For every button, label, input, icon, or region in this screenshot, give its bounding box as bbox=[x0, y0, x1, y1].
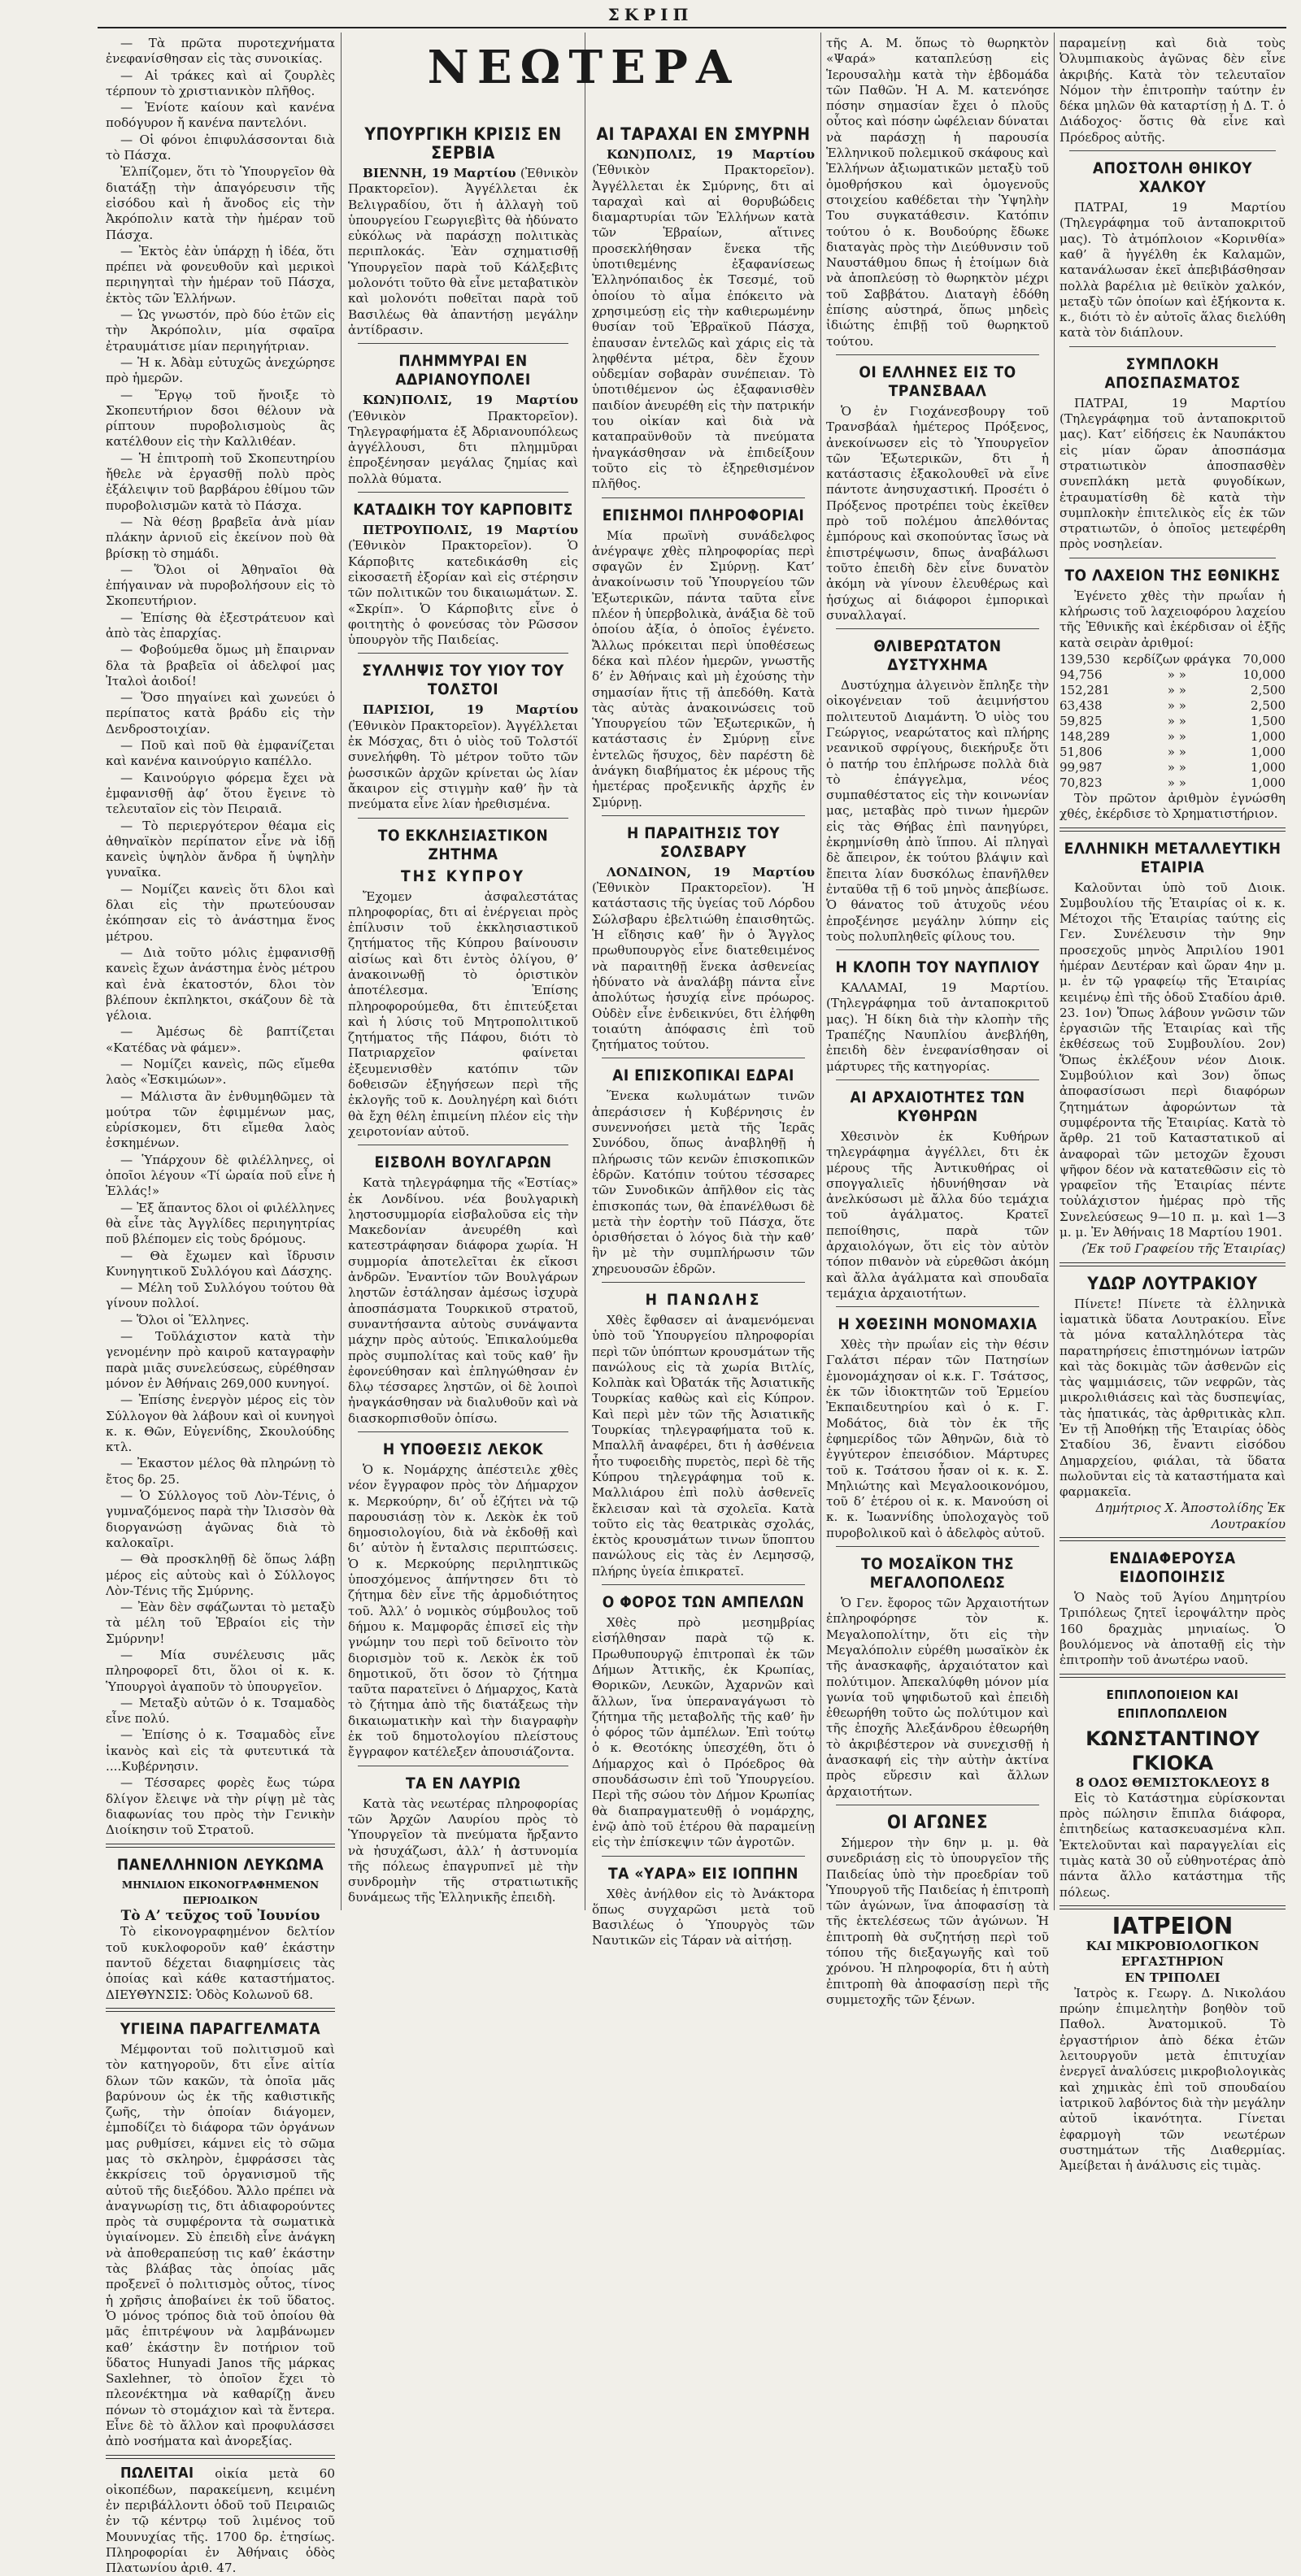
article-text: παραμείνῃ καὶ διὰ τοὺς Ὀλυμπιακοὺς ἀγῶνας δὲν εἶνε ἀκριβής. Κατὰ τὸν τελευταῖον Νόμον τὴν ἐπιτροπὴν ταύτην ἐν δέκα μηλῶν θὰ καταρτίσῃ ἡ Δ. Τ. ὁ Διάδοχος· ὅστις θὰ εἶνε καὶ Πρόεδρος αὐτῆς. bbox=[1060, 36, 1286, 145]
lottery-prize: 1,000 bbox=[1251, 759, 1286, 775]
article-text: (Ἐθνικὸν Πρακτορεῖον). Ἀγγέλλεται ἐκ Μόσχας, δτι ὁ υἱὸς τοῦ Τολστόϊ συνελήφθη. Τὸ μέτρον τοῦτο τῶν ῥωσσικῶν ἀρχῶν κρίνεται ὡς λίαν ἄκαιρον εἰς στιγμὴν καθ’ ἣν τὰ πνεύματα εἶνε λίαν ἠρεθισμένα. bbox=[348, 718, 578, 812]
lottery-label: » » bbox=[1167, 713, 1186, 728]
masthead-rule bbox=[98, 27, 1286, 28]
article-text: τῆς Α. Μ. ὅπως τὸ θωρηκτὸν «Ψαρά» καταπλεύσῃ εἰς Ἱερουσαλὴμ κατὰ τὴν ἑβδομάδα τῶν Παθῶν. Ἡ Α. Μ. κατενόησε πόσην σημασίαν ἔχει ὁ πλοῦς οὗτος καὶ πόσην ὠφέλειαν δύναται νὰ παράσχῃ ἡ παρουσία Ἑλληνικοῦ πολεμικοῦ σκάφους καὶ Ἑλλήνων ἀξιωματικῶν μεταξὺ τοῦ ὁμοθρήσκου καὶ ὁμογενοῦς στοιχείου καθέδεται τὴν Ὑψηλὴν Του συγκατάθεσιν. Κατόπιν τούτου ὁ κ. Βουδούρης ἔδωκε διαταγὰς πρὸς τὴν Διεύθυνσιν τοῦ Ναυστάθμου δπως ἡ ἑτοίμων διὰ νὰ ἀποπλεύσῃ τὸ θωρηκτὸν μέχρι τοῦ Σαββάτου. Διαταγὴ ἐδόθη ἐπίσης αὐστηρά, ὅπως μηδεὶς ἰδιώτης ἐπιβῇ τοῦ θωρηκτοῦ τούτου. bbox=[826, 36, 1049, 349]
lottery-prize: 1,000 bbox=[1251, 775, 1286, 790]
news-brief: — Ἐπίσης ἐνεργὸν μέρος εἰς τὸν Σύλλογον θὰ λάβουν καὶ οἱ κυνηγοὶ κ. κ. Θῶν, Εὐγενίδης, Σκουλούδης κτλ. bbox=[106, 1392, 335, 1455]
table-row bbox=[1060, 652, 1286, 667]
article-text: ΚΑΛΑΜΑΙ, 19 Μαρτίου. (Τηλεγράφημα τοῦ ἀνταποκριτοῦ μας). Ἡ δίκη διὰ τὴν κλοπὴν τῆς Τραπέζης Ναυπλίου ἀνεβλήθη, ἐπειδὴ δὲν ἐνεφανίσθησαν οἱ μάρτυρες τῆς κατηγορίας. bbox=[826, 980, 1049, 1074]
article-text: Χθὲς πρὸ μεσημβρίας εἰσήλθησαν παρὰ τῷ κ. Πρωθυπουργῷ ἐπιτροπαὶ ἐκ τῶν Δήμων Ἀττικῆς, ἐκ Κρωπίας, Θορικῶν, Λευκῶν, Ἀχαρνῶν καὶ ἄλλων, ἵνα ὑπεραναγάγωσι τὸ ζήτημα τῆς μεταβολῆς τῆς καθ’ ἣν ὁ φόρος τῶν ἀμπέλων. Ἐπὶ τούτῳ ὁ κ. Θεοτόκης ὑπεσχέθη, ὅτι ὁ Δήμαρχος καὶ ὁ Πρόεδρος θὰ σπουδάσωσιν ἐπὶ τοῦ Ὑπουργείου. Περὶ τῆς σώου τὸν Δήμον Κρωπίας θὰ διαπραγματευθῇ ὁ νομάρχης, ἐνῷ ἀπὸ τοῦ ἑτέρου θὰ παραμείνῃ εἰς τὴν ἐπίσκεψιν τῶν ἀγροτῶν. bbox=[592, 1615, 815, 1850]
article-text: Χθὲς ἀνήλθον εἰς τὸ Ἀνάκτορα ὅπως συγχαρῶσι μετὰ τοῦ Βασιλέως ὁ Ὑπουργὸς τῶν Ναυτικῶν εἰς Τάραν νὰ αἰτήσῃ. bbox=[592, 1886, 815, 1948]
article-text: Μία πρωϊνὴ συνάδελφος ἀνέγραψε χθὲς πληροφορίας περὶ σφαγῶν ἐν Σμύρνῃ. Κατ’ ἀνακοίνωσιν τοῦ Ὑπουργείου τῶν Ἐξωτερικῶν, πάντα ταῦτα εἶνε πλέον ἡ ὑπερβολικὰ, ἀνάξια δὲ τοῦ ὁποίου ἀξία, ὁ ὁποῖος ἐγένετο. Ἄλλως πρόκειται περὶ ὑποθέσεως δέκα καὶ πλέον ἡμερῶν, γνωστῆς δ’ ἐν Ἀθήναις καὶ μὴ ἐχούσης τὴν σημασίαν ἥτις τῇ ἀπεδόθη. Κατὰ τὰς αὐτὰς ἀνακοινώσεις τοῦ Ὑπουργείου τῶν Ἐξωτερικῶν, ἡ κατάστασις ἐν Σμύρνῃ εἶνε ἐντελῶς ἥσυχος, δὲν παρέστη δὲ ἀνάγκη διαβήματος ἐκ μέρους τῆς ἡμετέρας προξενικῆς ἀρχῆς ἐν Σμύρνῃ. bbox=[592, 528, 815, 810]
news-brief: — Ὅσο πηγαίνει καὶ χωνεύει ὁ περίπατος κατὰ βράδυ εἰς τὴν Δενδροστοιχίαν. bbox=[106, 690, 335, 736]
lottery-label: » » bbox=[1167, 728, 1186, 744]
lottery-prize: 70,000 bbox=[1242, 651, 1286, 667]
lottery-label: » » bbox=[1167, 697, 1186, 713]
divider bbox=[1060, 828, 1286, 832]
ad-text: Πίνετε! Πίνετε τὰ ἐλληνικὰ ἰαματικὰ ὕδατα Λουτρακίου. Εἶνε τὰ μόνα καταλληλότερα τὰς παρατηρήσεις ἐπιστημόνων ἰατρῶν καὶ τὰς δοκιμὰς τῶν ἀσθενῶν εἰς τὰς ψαμμιάσεις, τῶν νεφρῶν, τὰς μικρολιθιάσεις καὶ τὰς δυσπεψίας, τὰς ἡπατικάς, τὰς ἀρθριτικὰς κλπ. Ἐν τῇ Ἀποθήκῃ τῆς Ἑταιρίας ὁδὸς Σταδίου 36, ἔναντι εἰσόδου Δημαρχείου, φιάλαι, τὰ ὕδατα πωλοῦνται εἰς τὰ καταστήματα καὶ φαρμακεῖα. bbox=[1060, 1296, 1286, 1500]
table-row bbox=[1060, 698, 1286, 714]
news-brief: — Ἡ κ. Ἀδὰμ εὐτυχῶς ἀνεχώρησε πρὸ ἡμερῶν. bbox=[106, 354, 335, 386]
news-brief: — Διὰ τοῦτο μόλις ἐμφανισθῇ κανεὶς ἔχων ἀνάστημα ἑνὸς μέτρου καὶ ἑνὰ ἑκατοστόν, δλοι τὸν βλέπουν ἐκπληκτοι, σκάζουν δὲ τὰ γέλοια. bbox=[106, 945, 335, 1023]
lottery-prize: 1,500 bbox=[1251, 713, 1286, 728]
news-brief: — Τὰ πρῶτα πυροτεχνήματα ἐνεφανίσθησαν εἰς τὰς συνοικίας. bbox=[106, 36, 335, 67]
lottery-number: 70,823 bbox=[1060, 775, 1103, 790]
article-text: Ἕνεκα κωλυμάτων τινῶν ἀπεράσισεν ἡ Κυβέρνησις ἐν συνεννοήσει μετὰ τῆς Ἱερᾶς Συνόδου, ὅπως ἀναβληθῇ ἡ πλήρωσις τῶν κενῶν ἐπισκοπικῶν ἐδρῶν. Κατόπιν τούτου τέσσαρες τῶν Συνοδικῶν ἀπῆλθον εἰς τὰς ἐπισκοπάς των, θὰ ἐπανέλθωσι δὲ μετὰ τὴν ἑορτὴν τοῦ Πάσχα, ὅτε ὁρισθήσεται ὁ λόγος διὰ τὴν καθ’ ἣν μὲ τὴν συμπλήρωσιν τῶν χηρευουσῶν ἐδρῶν. bbox=[592, 1088, 815, 1276]
article-heading: Ο ΦΟΡΟΣ ΤΩΝ ΑΜΠΕΛΩΝ bbox=[602, 1593, 805, 1612]
divider bbox=[836, 628, 1039, 629]
divider bbox=[358, 653, 568, 654]
ad-signature: Δημήτριος Χ. Ἀποστολίδης Ἐκ Λουτρακίου bbox=[1095, 1501, 1286, 1531]
article-heading: Η ΠΑΡΑΙΤΗΣΙΣ ΤΟΥ ΣΟΛΣΒΑΡΥ bbox=[626, 823, 781, 861]
article-subheading: ΤΗΣ ΚΥΠΡΟΥ bbox=[401, 867, 525, 885]
news-brief: — Αἱ τράκες καὶ αἱ ζουρλὲς τέρπουν τὸ χριστιανικὸν πλῆθος. bbox=[106, 67, 335, 98]
news-brief: — Ἐξ ἅπαντος δλοι οἱ φιλέλληνες θὰ εἶνε τὰς Ἀγγλίδες περιηγητρίας ποῦ βλέπομεν εἰς τοὺς δρόμους. bbox=[106, 1200, 335, 1247]
masthead: ΣΚΡΙΠ bbox=[607, 5, 694, 24]
article-text: (Ἐθνικὸν Πρακτορεῖον). Ἡ κατάστασις τῆς ὑγείας τοῦ Λόρδου Σώλσβαρυ ἐβελτιώθη ἐπαισθητῶς. Ἡ εἴδησις καθ’ ἣν ὁ Ἄγγλος πρωθυπουργὸς εἶνε διατεθειμένος νὰ παραιτηθῇ ἕνεκα ἀσθενείας ἠδύνατο νὰ ἀναλάβῃ πάντα εἶνε ἀπολύτως ἡσυχίᾳ εἶνε πρόωρος. Οὐδὲν εἶνε ἐνδεικνύει, δτι ἐλήφθη τοιαύτη ἀπόφασις ἐπὶ τοῦ ζητήματος τούτου. bbox=[592, 880, 815, 1053]
divider bbox=[358, 1431, 568, 1432]
article-text: Χθὲς ἔφθασεν αἱ ἀναμενόμεναι ὑπὸ τοῦ Ὑπουργείου πληροφορίαι περὶ τῶν ὑπόπτων κρουσμάτων τῆς πανώλους εἰς τὰ χωρία Βιτλίς, Κολπὰκ καὶ Ὀβατάκ τῆς Ἀσιατικῆς Τουρκίας καθὼς καὶ εἰς Κύπρον. Καὶ περὶ μὲν τῶν τῆς Ἀσιατικῆς Τουρκίας τηλεγραφήματα τοῦ κ. Μπαλλῆ ἀναφέρει, δτι ἡ ἀσθένεια ἦτο τυφοειδὴς πυρετὸς, περὶ δὲ τῆς Κύπρου τηλεγράφημα τοῦ κ. Μαλλιάρου ἐπὶ πολὺ ἀσθενεῖς ἔκλεισαν καὶ τὰ σχολεῖα. Κατὰ τοῦτο εἰς τὰς θεατρικὰς σχολάς, ἐκτὸς κρουσμάτων τινων ὕποπτου πανώλους εἰς τὰς ἐν Λεμησσῷ, πλήρης ὑγεία ἐπικρατεῖ. bbox=[592, 1313, 815, 1579]
dateline: ΠΑΡΙΣΙΟΙ, 19 Μαρτίου bbox=[363, 702, 578, 718]
news-brief: — Ἀμέσως δὲ βαπτίζεται «Κατέδας νὰ φάμεν». bbox=[106, 1024, 335, 1055]
lottery-prize: 2,500 bbox=[1251, 697, 1286, 713]
news-brief: — Νομίζει κανεὶς ὅτι δλοι καὶ δλαι εἰς τὴν πρωτεύουσαν ἐκόπησαν εἰς τὸ ἀνάστημα ἕνος μέτρου. bbox=[106, 881, 335, 944]
news-brief: — Θὰ προσκληθῇ δὲ ὅπως λάβῃ μέρος εἰς αὐτοὺς καὶ ὁ Σύλλογος Λὸν-Τένις τῆς Σμύρνης. bbox=[106, 1552, 335, 1598]
ad-text: οἰκία μετὰ 60 οἰκοπέδων, παρακείμενη, κειμένη ἐν περιβάλλοντι ὁδοῦ τοῦ Πειραιῶς ἐν τῷ κέντρῳ τοῦ λιμένος τοῦ Μουνυχίας τῆς. 1700 δρ. ἐτησίως. Πληροφορίαι ἐν Ἀθήναις ὁδὸς Πλατωνίου ἀριθ. 47. bbox=[106, 2465, 335, 2576]
divider bbox=[106, 1844, 335, 1848]
news-brief: — Ὡς γνωστόν, πρὸ δύο ἐτῶν εἰς τὴν Ἀκρόπολιν, μία σφαῖρα ἐτραυμάτισε μίαν περιηγήτριαν. bbox=[106, 307, 335, 354]
news-brief: — Νὰ θέσῃ βραβεῖα ἀνὰ μίαν πλάκην ἀρνιοῦ εἰς ἐκείνον ποὺ θὰ βρίσκῃ τὸ σημάδι. bbox=[106, 514, 335, 561]
lottery-number: 139,530 bbox=[1060, 651, 1111, 667]
article-heading: ΕΙΣΒΟΛΗ ΒΟΥΛΓΑΡΩΝ bbox=[374, 1153, 552, 1172]
article-heading: Η ΠΑΝΩΛΗΣ bbox=[645, 1291, 762, 1309]
lottery-label: » » bbox=[1167, 759, 1186, 775]
table-row bbox=[1060, 667, 1286, 683]
news-brief: — Θὰ ἔχωμεν καὶ ἴδρυσιν Κυνηγητικοῦ Συλλόγου καὶ Δάσχης. bbox=[106, 1248, 335, 1279]
column-3 bbox=[592, 117, 815, 1948]
divider bbox=[106, 2008, 335, 2012]
column-divider bbox=[1054, 33, 1055, 1910]
news-brief: — Ἐπίσης ὁ κ. Τσαμαδὸς εἶνε ἱκανὸς καὶ εἰς τὰ φυτευτικά τὰ ....Κυβέρνησιν. bbox=[106, 1727, 335, 1775]
lottery-number: 152,281 bbox=[1060, 682, 1111, 697]
lottery-prize: 2,500 bbox=[1251, 682, 1286, 697]
news-brief: — Μέλη τοῦ Συλλόγου τούτου θὰ γίνουν πολλοί. bbox=[106, 1280, 335, 1311]
article-text: Ὁ Γεν. ἔφορος τῶν Ἀρχαιοτήτων ἐπληροφόρησε τὸν κ. Μεγαλοπολίτην, ὅτι εἰς τὴν Μεγαλόπολιν εὑρέθη μωσαϊκὸν ἐκ τῆς ἀνασκαφῆς, ἀρχαιότατον καὶ πολύτιμον. Ἀπεκαλύφθη μόνον μία γωνία τοῦ ψηφιδωτοῦ καὶ ἐπειδὴ ἐθεωρήθη τοῦτο ὡς πολύτιμον καὶ τῆς ἐποχῆς Ἀλεξάνδρου ἐθεωρήθη τὸ ἀκριβέστερον νὰ συνεχισθῇ ἡ ἀνασκαφή εἰς τὴν αὐτὴν ἀκτίνα πρὸς εὕρεσιν καὶ ἄλλων ἀρχαιοτήτων. bbox=[826, 1596, 1049, 1799]
news-brief: Ἐλπίζομεν, ὅτι τὸ Ὑπουργεῖον θὰ διατάξῃ τὴν ἀπαγόρευσιν τῆς εἰσόδου καὶ ἡ ἄνοδος εἰς τὴν Ἀκρόπολιν κατὰ τὴν ἡμέραν τοῦ Πάσχα. bbox=[106, 164, 335, 242]
article-text: Χθὲς τὴν πρωΐαν εἰς τὴν θέσιν Γαλάτσι πέραν τῶν Πατησίων ἐμονομάχησαν οἱ κ.κ. Γ. Τσάτσος, ἐκ τῶν ἰδιοκτητῶν τοῦ Ἐρμείου Ἐκπαιδευτηρίου καὶ ὁ κ. Γ. Μοδάτος, διὰ τὸν ἐκ τῆς ἐφημερίδος τῶν Ἀθηνῶν, διὰ τὸ ἐγγύτερον ἐπεισόδιον. Μάρτυρες τοῦ κ. Τσάτσου ἦσαν οἱ κ. κ. Σ. Μηλιώτης καὶ Μεγαλοοικονόμου, τοῦ δ’ ἑτέρου οἱ κ. κ. Μανούση οἱ κ. κ. Ἰωαννίδης ὑπολοχαγὸς τοῦ πυροβολικοῦ καὶ ὁ ἀδελφὸς αὐτοῦ. bbox=[826, 1337, 1049, 1540]
news-brief: — Τοῦλάχιστον κατὰ τὴν γενομένην πρὸ καιροῦ καταγραφὴν παρὰ μιᾶς συνελεύσεως, εὑρέθησαν μόνον ἐν Ἀθήναις 269,000 κυνηγοί. bbox=[106, 1329, 335, 1391]
divider bbox=[1060, 1674, 1286, 1678]
lottery-prize: 10,000 bbox=[1242, 667, 1286, 682]
table-row bbox=[1060, 760, 1286, 775]
news-brief: — Οἱ φόνοι ἐπιφυλάσσονται διὰ τὸ Πάσχα. bbox=[106, 132, 335, 163]
news-brief: — Μάλιστα ἂν ἐνθυμηθῶμεν τὰ μούτρα τῶν ἐφιμμένων μας, εὑρίσκομεν, δτι εἴμεθα λαὸς ἐσκημένων. bbox=[106, 1088, 335, 1151]
ad-text: Ἰατρὸς κ. Γεωργ. Δ. Νικολάου πρώην ἐπιμελητὴν βοηθὸν τοῦ Παθολ. Ἀνατομικοῦ. Τὸ ἐργαστήριον ἀπὸ δέκα ἐτῶν λειτουργοῦν μετὰ ἐπιτυχίαν ἐνεργεῖ ἀναλύσεις μικροβιολογικὰς καὶ χημικὰς ἐπὶ τοῦ σπουδαίου ἰατρικοῦ λαβόντος διὰ τὴν μεγάλην αὐτοῦ ἰκανότητα. Γίνεται ἐφαρμογὴ τῶν νεωτέρων συστημάτων τῆς Διαθερμίας. Ἀμείβεται ἡ ἀνάλυσις εἰς τιμὰς. bbox=[1060, 1985, 1286, 2174]
divider bbox=[836, 949, 1039, 950]
article-text: Κατὰ τηλεγράφημα τῆς «Ἑστίας» ἐκ Λονδίνου. νέα βουλγαρικὴ ληστοσυμμορία εἰσβαλοῦσα εἰς τὴν Μακεδονίαν ἀνευρέθη καὶ κατεστράφησαν διάφορα χωρία. Ἡ συμμορία ἀποτελεῖται ἐκ εἴκοσι ἀνδρῶν. Ἐναντίον τῶν Βουλγάρων ληστῶν ἐστάλησαν ἀμέσως ἰσχυρὰ ἀποσπάσματα Τουρκικοῦ στρατοῦ, συναντήσαντα αὐτοὺς συνάψαντα μάχην πρὸς αὐτούς. Ἐπικαλούμεθα πρὸς συμπολίτας καὶ τοῦς καθ’ ἣν ἐφονεύθησαν καὶ ἐπληγώθησαν ἐν δλῳ τέσσαρες ληστῶν, οἱ δὲ λοιποὶ ἠναγκάσθησαν νὰ διαλυθοῦν καὶ νὰ διασκορπισθοῦν ὀπίσω. bbox=[348, 1175, 578, 1426]
column-divider bbox=[820, 33, 821, 1910]
ad-heading: ΕΠΙΠΛΟΠΟΙΕΙΟΝ ΚΑΙ ΕΠΙΠΛΟΠΩΛΕΙΟΝ bbox=[1106, 1687, 1239, 1721]
news-brief: — Καινούργιο φόρεμα ἔχει νὰ ἐμφανισθῇ ἀφ’ ὅτου ἔγεινε τὸ τελευταῖον εἰς τὸν Πειραιᾶ. bbox=[106, 770, 335, 817]
lottery-number: 99,987 bbox=[1060, 759, 1103, 775]
article-heading: ΥΠΟΥΡΓΙΚΗ ΚΡΙΣΙΣ ΕΝ ΣΕΡΒΙΑ bbox=[364, 124, 562, 163]
ad-address: 8 ΟΔΟΣ ΘΕΜΙΣΤΟΚΛΕΟΥΣ 8 bbox=[1075, 1775, 1270, 1790]
divider bbox=[602, 1856, 805, 1857]
divider bbox=[1060, 1905, 1286, 1909]
lottery-prize: 1,000 bbox=[1251, 728, 1286, 744]
lottery-number: 63,438 bbox=[1060, 697, 1103, 713]
divider bbox=[1060, 1262, 1286, 1266]
table-row bbox=[1060, 775, 1286, 791]
ad-heading: ΥΔΩΡ ΛΟΥΤΡΑΚΙΟΥ bbox=[1087, 1273, 1258, 1293]
divider bbox=[602, 1282, 805, 1283]
ad-heading-for-sale: ΠΩΛΕΙΤΑΙ bbox=[120, 2464, 194, 2482]
dateline: ΛΟΝΔΙΝΟΝ, 19 Μαρτίου bbox=[607, 864, 815, 880]
dateline: ΚΩΝ)ΠΟΛΙΣ, 19 Μαρτίου bbox=[607, 147, 815, 162]
ad-text: Εἰς τὸ Κατάστημα εὑρίσκονται πρὸς πώλησιν ἔπιπλα διάφορα, ἐπιτηδείως κατασκευασμένα κλπ. Ἐκτελοῦνται καὶ παραγγελίαι εἰς τιμὰς κατὰ 30 οὖ εὐθηνοτέρας ἀπὸ πάντα ἄλλο κατάστημα τῆς πόλεως. bbox=[1060, 1790, 1286, 1900]
ad-heading-hygiene: ΥΓΙΕΙΝΑ ΠΑΡΑΓΓΕΛΜΑΤΑ bbox=[120, 2019, 321, 2038]
ad-issue-line: Τὸ Α’ τεῦχος τοῦ Ἰουνίου bbox=[120, 1908, 320, 1925]
news-briefs bbox=[106, 36, 335, 1839]
ad-heading: ΕΝΔΙΑΦΕΡΟΥΣΑ ΕΙΔΟΠΟΙΗΣΙΣ bbox=[1109, 1549, 1236, 1587]
article-heading: ΤΟ ΕΚΚΛΗΣΙΑΣΤΙΚΟΝ ΖΗΤΗΜΑ bbox=[377, 826, 549, 863]
dateline: ΒΙΕΝΝΗ, 19 Μαρτίου bbox=[363, 166, 516, 180]
lottery-number: 51,806 bbox=[1060, 744, 1103, 759]
article-heading: ΣΥΜΠΛΟΚΗ ΑΠΟΣΠΑΣΜΑΤΟΣ bbox=[1104, 354, 1241, 392]
table-row bbox=[1060, 714, 1286, 729]
article-text: Ἔχομεν ἀσφαλεστάτας πληροφορίας, δτι αἱ ἐνέργειαι πρὸς ἐπίλυσιν τοῦ ἐκκλησιαστικοῦ ζητήματος τῆς Κύπρου βαίνουσιν αἰσίως καὶ δτι ἐντὸς ὀλίγου, θ’ ἀνακοινωθῇ τὸ ὁριστικὸν ἀποτέλεσμα. Ἐπίσης πληροφορούμεθα, δτι ἐπιτεύξεται καὶ ἡ λύσις τοῦ Μητροπολιτικοῦ ζητήματος τῆς Πάφου, διότι τὸ Πατριαρχεῖον φαίνεται ἐξευμενισθὲν κατόπιν τῶν δοθεισῶν ἐξηγήσεων περὶ τῆς ἐκλογῆς τοῦ κ. Δουληγέρη καὶ διότι θὰ ἔχη θέλη ἐπιμείνη πλέον εἰς τὴν χειροτονίαν αὐτοῦ. bbox=[348, 888, 578, 1139]
lottery-label: κερδίζων φράγκα bbox=[1122, 651, 1231, 667]
article-text: (Ἐθνικὸν Πρακτορεῖον). Ἀγγέλλεται ἐκ Σμύρνης, δτι αἱ ταραχαὶ καὶ αἱ θορυβώδεις διαμαρτυρίαι τῶν Ἑλλήνων κατὰ τῶν Ἑβραίων, αἵτινες προσεκλήθησαν ἕνεκα τῆς ὑποτιθεμένης ἐξαφανίσεως Ἑλληνόπαιδος ἐκ Τσεσμέ, τοῦ ὁποίου τὸ αἷμα ἐπόκειτο νὰ χρησιμεύσῃ εἰς τὴν καθιερωμένην θυσίαν τοῦ Ἑβραϊκοῦ Πάσχα, ἐπαυσαν ἐντελῶς καὶ χάρις εἰς τὰ ληφθέντα μέτρα, δὲν ἔχουν οὐδεμίαν σοβαρὰν συνέπειαν. Τὸ ὑποτιθέμενον ὡς ἐξαφανισθὲν παιδίον ἀνευρέθη εἰς τὴν πατρικήν του οἰκίαν καὶ διὰ νὰ καταπραϋνθοῦν τὰ πνεύματα ἠναγκάσθησαν νὰ ἐπιδείξουν τοῦτο εἰς τὸ ἐξηρεθισμένον πλῆθος. bbox=[592, 163, 815, 492]
table-row bbox=[1060, 729, 1286, 745]
news-brief: — Ἡ ἐπιτροπὴ τοῦ Σκοπευτηρίου ἤθελε νὰ ἐργασθῇ πολὺ πρὸς ἐξάλειψιν τοῦ βαρβάρου ἐθίμου τῶν πυροβολισμῶν κατὰ τὸ Πάσχα. bbox=[106, 450, 335, 513]
ad-signature: (Ἐκ τοῦ Γραφείου τῆς Ἑταιρίας) bbox=[1081, 1241, 1286, 1257]
article-heading: Η ΚΛΟΠΗ ΤΟΥ ΝΑΥΠΛΙΟΥ bbox=[835, 958, 1040, 977]
ad-text: Καλοῦνται ὑπὸ τοῦ Διοικ. Συμβουλίου τῆς Ἑταιρίας οἱ κ. κ. Μέτοχοι τῆς Ἑταιρίας ταύτης εἰς Γεν. Συνέλευσιν τὴν 9ην προσεχοῦς μηνὸς Ἀπριλίου 1901 ἡμέραν Δευτέραν καὶ ὥραν 4ην μ. μ. ἐν τῷ γραφείῳ τῆς Ἑταιρίας κειμένῳ ἐπὶ τῆς ὁδοῦ Σταδίου ἀριθ. 23. 1ον) Ὅπως λάβουν γνῶσιν τῶν ἐργασιῶν τῆς Ἑταιρίας καὶ τῆς ἐκθέσεως τοῦ Συμβουλίου. 2ον) Ὅπως ἐκλέξουν νέον Διοικ. Συμβούλιον καὶ 3ον) ὅπως ἀποφασίσωσι περὶ διαφόρων ζητημάτων ἀφορώντων τὰ συμφέροντα τῆς Ἑταιρίας. Κατὰ τὸ ἄρθρ. 21 τοῦ Καταστατικοῦ αἱ ἀναφοραὶ τῶν μετοχῶν ἔχουσι ψῆφον δέον νὰ κατατεθῶσιν εἰς τὸ γραφεῖον τῆς Ἑταιρίας πέντε τοὐλάχιστον ἡμέρας πρὸ τῆς Συνελεύσεως 9—10 π. μ. καὶ 1—3 μ. μ. Ἐν Ἀθήναις 18 Μαρτίου 1901. bbox=[1060, 880, 1286, 1240]
news-brief: — Ποῦ καὶ ποῦ θὰ ἐμφανίζεται καὶ κανένα καινούργιο καπέλλο. bbox=[106, 738, 335, 769]
article-heading: ΠΛΗΜΜΥΡΑΙ ΕΝ ΑΔΡΙΑΝΟΥΠΟΛΕΙ bbox=[395, 352, 531, 389]
ad-name: ΚΩΝΣΤΑΝΤΙΝΟΥ ΓΚΙΟΚΑ bbox=[1086, 1727, 1260, 1775]
lottery-prize: 1,000 bbox=[1251, 744, 1286, 759]
lottery-number: 94,756 bbox=[1060, 667, 1103, 682]
news-brief: — Ὁ Σύλλογος τοῦ Λὸν-Τένις, ὁ γυμναζόμενος παρὰ τὴν Ἰλισσὸν θὰ διοργανώσῃ ἀγῶνας διὰ τὸ καλοκαῖρι. bbox=[106, 1488, 335, 1550]
article-heading: ΑΙ ΕΠΙΣΚΟΠΙΚΑΙ ΕΔΡΑΙ bbox=[612, 1066, 794, 1085]
divider bbox=[602, 815, 805, 816]
news-brief: — Ὅλοι οἱ Ἕλληνες. bbox=[120, 1312, 250, 1327]
divider bbox=[836, 354, 1039, 355]
lottery-label: » » bbox=[1167, 667, 1186, 682]
lottery-table bbox=[1060, 652, 1286, 791]
column-2 bbox=[348, 117, 578, 1909]
news-brief: — Ἔργῳ τοῦ ἤνοιξε τὸ Σκοπευτήριον δσοι θέλουν νὰ ρίπτουν πυροβολισμοὺς ἂς κατέλθουν εἰς τὴν Καλλιθέαν. bbox=[106, 387, 335, 450]
column-4 bbox=[826, 36, 1049, 2007]
article-text: Ὁ ἐν Γιοχάνεσβουργ τοῦ Τρανσβάαλ ἡμέτερος Πρόξενος, ἀνεκοίνωσεν εἰς τὸ Ὑπουργεῖον τῶν Ἐξωτερικῶν, δτι ἡ κατάστασις ἐξακολουθεῖ νὰ εἶνε πάντοτε ἀνησυχαστική. Προσέτι ὁ Πρόξενος προτρέπει τοὺς ἐκεῖθεν πρὸ τοῦ πολέμου ἀπελθόντας ἐμπόρους καὶ σκοπούντας ἴσως νὰ ἐπιστρέψωσιν, δπως ἀναβάλωσι τοῦτο ἐπειδὴ δὲν εἶνε δυνατὸν ἀκόμη νὰ γίνουν ἐλευθέρως καὶ ἡσύχως αἱ διάφοροι ἐμπορικαὶ συναλλαγαί. bbox=[826, 403, 1049, 623]
divider bbox=[1060, 1537, 1286, 1541]
news-brief: — Ἐπίσης θὰ ἐξεστράτευον καὶ ἀπὸ τὰς ἐπαρχίας. bbox=[106, 610, 335, 641]
article-heading: ΑΙ ΑΡΧΑΙΟΤΗΤΕΣ ΤΩΝ ΚΥΘΗΡΩΝ bbox=[850, 1088, 1025, 1125]
article-text: Χθεσινὸν ἐκ Κυθήρων τηλεγράφημα ἀγγέλλει, δτι ἐκ μέρους τῆς Ἀντικυθήρας οἱ σπογγαλιεῖς ἠδυνήθησαν νὰ ἀνελκύσωσι μὲ ἄλλα δύο τεμάχια τοῦ ἀγάλματος. Κρατεῖ πεποίθησις, παρὰ τῶν ἀρχαιολόγων, ὅτι εἰς τὸν αὐτὸν τόπον πιθανὸν νὰ εὑρεθῶσι ἀκόμη καὶ ἄλλα ἀγάλματα καὶ σπουδαῖα τεμάχια ἀρχαιοτήτων. bbox=[826, 1128, 1049, 1301]
news-brief: — Ἐὰν δὲν σφάζωνται τὸ μεταξὺ τὰ μέλη τοῦ Ἑβραίοι εἰς τὴν Σμύρνην! bbox=[106, 1600, 335, 1646]
article-text: Τὸν πρῶτον ἀριθμὸν ἐγνώσθη χθές, ἐκέρδισε τὸ Χρηματιστήριον. bbox=[1060, 790, 1286, 822]
divider bbox=[106, 2455, 335, 2459]
article-text: Δυστύχημα ἀλγεινὸν ἔπληξε τὴν οἰκογένειαν τοῦ ἀειμνήστου πολιτευτοῦ Διαμάντη. Ὁ υἱὸς του Γεώργιος, νεαρώτατος καὶ πλήρης νεανικοῦ σφρίγους, διεκήρυξε ὅτι ὁ πατήρ του ἐπλήρωσε πολλὰ διὰ τὸ ἐπάγγελμα, νέος συμπαθέστατος εἰς τὴν κοινωνίαν μας, μεταβὰς πρὸ τινων ἡμερῶν εἰς τὰς Θήβας ἐπὶ πανηγύρει, ἐκρημνίσθη ἀπὸ ἵππου. Αἱ πληγαὶ δὲ ἄπειρον, ἐκ τούτου βλάψιν καὶ ἔπειτα λίαν δυσκόλως ἐπανῆλθεν ἐνταῦθα τῇ 6 τοῦ μηνὸς ἀπεβίωσε. Ὁ θάνατος τοῦ ἀτυχοῦς νέου ἐπροξένησε μεγάλην λύπην εἰς τοὺς πολυπληθεῖς φίλους του. bbox=[826, 678, 1049, 944]
table-row bbox=[1060, 683, 1286, 698]
column-1 bbox=[106, 36, 335, 2576]
divider bbox=[358, 818, 568, 819]
article-text: (Ἐθνικὸν Πρακτορεῖον). Ἀγγέλλεται ἐκ Βελιγραδίου, ὅτι ἡ ἀλλαγὴ τοῦ ὑπουργείου Γεωργιεβὶτς θὰ ἠδύνατο εὐκόλως νὰ παράσχῃ πολιτικὰς περιπλοκάς. Ἐὰν σχηματισθῇ Ὑπουργεῖον παρὰ τοῦ Κάλξεβιτς μολονότι τοῦτο θὰ εἶνε μεταβατικὸν καὶ μολονότι ποθεῖται παρὰ τοῦ Βασιλέως θὰ ἀπαντήσῃ μεγάλην ἀντίδρασιν. bbox=[348, 166, 579, 337]
divider bbox=[836, 1546, 1039, 1547]
divider bbox=[836, 1306, 1039, 1307]
logo-block bbox=[354, 36, 813, 99]
news-brief: — Τὸ περιεργότερον θέαμα εἰς ἀθηναϊκὸν περίπατον εἶνε νὰ ἰδῇ κανεὶς ὑψηλὸν ἄνδρα ἤ ὑψηλὴν γυναῖκα. bbox=[106, 818, 335, 880]
news-brief: — Τέσσαρες φορὲς ἔως τώρα δλίγον ἔλειψε νὰ τὴν ρίψῃ μὲ τὰς διαφωνίας του πρὸς τὴν Γενικὴν Διοίκησιν τοῦ Στρατοῦ. bbox=[106, 1775, 335, 1838]
newspaper-section-logo: ΝΕΩΤΕΡΑ bbox=[427, 41, 740, 94]
article-heading: ΑΙ ΤΑΡΑΧΑΙ ΕΝ ΣΜΥΡΝΗ bbox=[596, 124, 811, 144]
column-5 bbox=[1060, 36, 1286, 2174]
news-brief: — Νομίζει κανεὶς, πῶς εἴμεθα λαὸς «Ἐσκιμώων». bbox=[106, 1057, 335, 1088]
column-divider bbox=[341, 33, 342, 1910]
ad-heading: ΕΛΛΗΝΙΚΗ ΜΕΤΑΛΛΕΥΤΙΚΗ ΕΤΑΙΡΙΑ bbox=[1064, 839, 1281, 876]
article-heading: Η ΧΘΕΣΙΝΗ ΜΟΝΟΜΑΧΙΑ bbox=[838, 1315, 1038, 1334]
ad-text: Ὁ Ναὸς τοῦ Ἁγίου Δημητρίου Τριπόλεως ζητεῖ ἱεροψάλτην πρὸς 160 δραχμὰς μηνιαίως. Ὁ βουλόμενος νὰ ἀποταθῇ εἰς τὴν ἐπιτροπὴν τοῦ ἀνωτέρω ναοῦ. bbox=[1060, 1590, 1286, 1668]
article-text: ΠΑΤΡΑΙ, 19 Μαρτίου (Τηλεγράφημα τοῦ ἀνταποκριτοῦ μας). Τὸ ἀτμόπλοιον «Κορινθία» καθ’ ἃ ἠγγέλθη ἐκ Καλαμῶν, κατανάλωσαν ἐκεῖ ἀπεβιβάσθησαν πολλὰ βαρέλια μὲ θειϊκὸν χαλκόν, μεταξὺ τῶν ὁποίων καὶ ἐξήκοντα κ. κ., διότι τὸ ἐν αὐτοῖς ἅλας διελύθη κατὰ τὸν διάπλουν. bbox=[1060, 200, 1286, 341]
divider bbox=[602, 1584, 805, 1585]
divider bbox=[836, 1079, 1039, 1080]
table-row bbox=[1060, 745, 1286, 760]
news-brief: — Ὅλοι οἱ Ἀθηναῖοι θὰ ἐπήγαιναν νὰ πυροβολήσουν εἰς τὸ Σκοπευτήριον. bbox=[106, 562, 335, 609]
dateline: ΚΩΝ)ΠΟΛΙΣ, 19 Μαρτίου bbox=[363, 393, 578, 408]
ad-subheading: ΚΑΙ ΜΙΚΡΟΒΙΟΛΟΓΙΚΟΝ ΕΡΓΑΣΤΗΡΙΟΝ bbox=[1086, 1938, 1260, 1970]
article-text: Κατὰ τὰς νεωτέρας πληροφορίας τῶν Ἀρχῶν Λαυρίου πρὸς τὸ Ὑπουργεῖον τὰ πνεύματα ἤρξαντο νὰ ἡσυχάζωσι, ἀλλ’ ἡ ἀστυνομία τῆς πόλεως ἐπαγρυπνεῖ μὲ τὴν συνδρομὴν τῆς στρατιωτικῆς δυνάμεως τῆς Ἑλληνικῆς ἐπειδὴ. bbox=[348, 1796, 578, 1905]
article-heading: ΘΛΙΒΕΡΩΤΑΤΟΝ ΔΥΣΤΥΧΗΜΑ bbox=[873, 637, 1002, 675]
article-heading: ΤΟ ΜΟΣΑΪΚΟΝ ΤΗΣ ΜΕΓΑΛΟΠΟΛΕΩΣ bbox=[860, 1555, 1015, 1592]
lottery-label: » » bbox=[1167, 775, 1186, 790]
article-heading: ΑΠΟΣΤΟΛΗ ΘΗΙΚΟΥ ΧΑΛΚΟΥ bbox=[1092, 159, 1253, 197]
lottery-label: » » bbox=[1167, 682, 1186, 697]
ad-text: Τὸ εἰκονογραφημένον δελτίον τοῦ κυκλοφοροῦν καθ’ ἑκάστην παντοῦ δέχεται διαφημίσεις τὰς ὁποίας καὶ κάθε καταστήματος. ΔΙΕΥΘΥΝΣΙΣ: Ὁδὸς Κολωνοῦ 68. bbox=[106, 1924, 335, 2002]
article-heading: ΤΟ ΛΑΧΕΙΟΝ ΤΗΣ ΕΘΝΙΚΗΣ bbox=[1064, 566, 1281, 584]
lottery-number: 148,289 bbox=[1060, 728, 1111, 744]
news-brief: — Ἐνίοτε καίουν καὶ κανένα ποδόγυρον ἤ κανένα παντελόνι. bbox=[106, 100, 335, 131]
article-text: Ὁ κ. Νομάρχης ἀπέστειλε χθὲς νέον ἔγγραφον πρὸς τὸν Δήμαρχον κ. Μερκούρην, δι’ οὗ ἐζήτει νὰ τῷ παρουσιάσῃ τὸν κ. Λεκὸκ ἐκ τοῦ δημοσιολογίου, διὰ νὰ ἐκδοθῇ καὶ δι’ αὐτὸν ἡ ἔνταλσις περιπτώσεις. Ὁ κ. Μερκούρης περιληπτικῶς ὑποσχόμενος ἀπήντησεν δτι τὸ ζήτημα δὲν εἶνε τῆς ἀρμοδιότητος τοῦ. Ἀλλ’ ὁ νομικὸς σύμβουλος τοῦ δήμου κ. Μαμφορᾶς ἐπισεῖ εἰς τὴν γνώμην του περὶ τοῦ δεῖνοιτο τὸν διορισμὸν τοῦ κ. Λεκὸκ ἐκ τοῦ δημοτικοῦ, ὅτι ὅσον τὸ ζήτημα ταῦτα παρατεῖνει ὁ Δήμαρχος, Κατὰ τὸ ζήτημα ἀπὸ τῆς διατάξεως τὴν δικαιωματικὴν καὶ τὴν διαγραφὴν ἐκ τοῦ δημοτολογίου πλείστους ἔγγραφον κατέλεξεν ἀπουσιάζοντα. bbox=[348, 1462, 578, 1760]
lottery-label: » » bbox=[1167, 744, 1186, 759]
news-brief: — Ἐκαστον μέλος θὰ πληρώνῃ τὸ ἔτος δρ. 25. bbox=[106, 1456, 335, 1487]
article-heading: ΤΑ ΕΝ ΛΑΥΡΙΩ bbox=[405, 1774, 520, 1792]
news-brief: — Μεταξὺ αὐτῶν ὁ κ. Τσαμαδὸς εἶνε πολύ. bbox=[106, 1695, 335, 1727]
divider bbox=[602, 497, 805, 498]
lottery-number: 59,825 bbox=[1060, 713, 1103, 728]
article-text: Ἐγένετο χθὲς τὴν πρωΐαν ἡ κλήρωσις τοῦ λαχειοφόρου λαχείου τῆς Ἐθνικῆς καὶ ἐκέρδισαν οἱ ἑξῆς κατὰ σειρὰν ἀριθμοί: bbox=[1060, 588, 1286, 650]
article-heading: ΚΑΤΑΔΙΚΗ ΤΟΥ ΚΑΡΠΟΒΙΤΣ bbox=[353, 501, 573, 519]
article-heading: ΟΙ ΑΓΩΝΕΣ bbox=[887, 1812, 988, 1833]
article-text: (Ἐθνικὸν Πρακτορεῖον). Ὁ Κάρποβιτς κατεδικάσθη εἰς εἰκοσαετῆ ἐξορίαν καὶ εἰς στέρησιν τῶν πολιτικῶν του δικαιωμάτων. Σ. «Σκρίπ». Ὁ Κάρποβιτς εἶνε ὁ φοιτητὴς ὁ φονεύσας τὸν Ρῶσσον ὑπουργὸν τῆς Παιδείας. bbox=[348, 538, 578, 648]
divider bbox=[1069, 346, 1276, 347]
article-text: Σήμερον τὴν 6ην μ. μ. θὰ συνεδριάσῃ εἰς τὸ ὑπουργεῖον τῆς Παιδείας ὑπὸ τὴν προεδρίαν τοῦ Ὑπουργοῦ τῆς Παιδείας ἡ ἐπιτροπὴ τῶν ἀγώνων, ἵνα ἀποφασίσῃ τὰ τῆς ἐκτελέσεως τῶν ἀγώνων. Ἡ ἐπιτροπὴ θὰ συζητήσῃ περὶ τοῦ τόπου τῆς διεξαγωγῆς καὶ τοῦ χρόνου. Ἡ πληροφορία, δτι ἡ αὐτὴ ἐπιτροπὴ θὰ ἀποφασίσῃ περὶ τῆς συμμετοχῆς τῶν ξένων. bbox=[826, 1835, 1049, 2007]
article-heading: Η ΥΠΟΘΕΣΙΣ ΛΕΚΟΚ bbox=[382, 1440, 544, 1458]
article-text: (Ἐθνικὸν Πρακτορεῖον). Τηλεγραφήματα ἐξ Ἀδριανουπόλεως ἀγγέλλουσι, δτι πλημμῦραι ἐπροξένησαν μεγάλας ζημίας καὶ πολλὰ θύματα. bbox=[348, 408, 578, 486]
ad-heading: ΙΑΤΡΕΙΟΝ bbox=[1112, 1912, 1234, 1940]
divider bbox=[358, 492, 568, 493]
ad-subheading: ΜΗΝΙΑΙΟΝ ΕΙΚΟΝΟΓΡΑΦΗΜΕΝΟΝ ΠΕΡΙΟΔΙΚΟΝ bbox=[121, 1879, 320, 1906]
news-brief: — Ἐκτὸς ἐὰν ὑπάρχῃ ἡ ἰδέα, ὅτι πρέπει νὰ φονευθοῦν καὶ μερικοὶ περιηγηταὶ τὴν ἡμέραν τοῦ Πάσχα, ἐκτὸς τῶν Ἑλλήνων. bbox=[106, 243, 335, 306]
ad-text: Μέμφονται τοῦ πολιτισμοῦ καὶ τὸν κατηγοροῦν, δτι εἶνε αἰτία δλων τῶν κακῶν, τὰ ὁποῖα μᾶς βαρύνουν ὡς ἐκ τῆς καθιστικῆς ζωῆς, τὴν ὁποίαν διάγομεν, ἐμποδίζει τὸ διάφορα τῶν ὀργάνων μας ρυθμίσει, κάμνει εἰς τὸ σῶμα μας τὸ σκληρὸν, ἐμφράσσει τὰς ἐκκρίσεις τοῦ ὀργανισμοῦ τῆς αὐτοῦ τῆς διεξόδου. Ἄλλο πρέπει νὰ ἀναγνωρίσῃ τις, δτι ἀδιαφορούντες πρὸς τὰ συμφέροντα τὰ σωματικὰ ὑγιαίνομεν. Σὺ ἐπειδὴ εἶνε ἀνάγκη νὰ ἀποθεραπεύσῃ τις καθ’ ἑκάστην τὰς βλάβας τὰς ὁποίας μᾶς προξενεῖ ὁ πολιτισμὸς οὗτος, τίνος ἡ χρῆσις ἀποβαίνει ἐκ τοῦ ὕδατος. Ὁ μόνος τρόπος διὰ τοῦ ὁποίου θὰ μᾶς ἐπιτρέψουν νὰ λαμβάνωμεν καθ’ ἑκάστην ἓν ποτήριον τοῦ ὕδατος Hunyadi Janos τῆς μάρκας Saxlehner, τὸ ὁποῖον ἔχει τὸ πλεονέκτημα νὰ καθαρίζῃ ἄνευ πόνων τὸ στομάχιον καὶ τὰ ἔντερα. Εἶνε δὲ τὸ ἄλλον καὶ προφυλάσσει ἀπὸ νοσήματα καὶ ἀνορεξίας. bbox=[106, 2041, 335, 2449]
article-heading: ΕΠΙΣΗΜΟΙ ΠΛΗΡΟΦΟΡΙΑΙ bbox=[602, 506, 805, 524]
dateline: ΠΕΤΡΟΥΠΟΛΙΣ, 19 Μαρτίου bbox=[363, 523, 578, 538]
news-brief: — Μία συνέλευσις μᾶς πληροφορεῖ δτι, ὅλοι οἱ κ. κ. Ὑπουργοὶ ἀγαποῦν τὸ ὑπουργεῖον. bbox=[106, 1647, 335, 1694]
divider bbox=[1069, 150, 1276, 151]
divider bbox=[358, 343, 568, 344]
article-heading: ΟΙ ΕΛΛΗΝΕΣ ΕΙΣ ΤΟ ΤΡΑΝΣΒΑΑΛ bbox=[859, 363, 1016, 400]
article-heading: ΣΥΛΛΗΨΙΣ ΤΟΥ ΥΙΟΥ ΤΟΥ ΤΟΛΣΤΟΙ bbox=[362, 662, 564, 699]
article-heading: ΤΑ «ΥΑΡΑ» ΕΙΣ ΙΟΠΠΗΝ bbox=[608, 1864, 798, 1883]
article-text: ΠΑΤΡΑΙ, 19 Μαρτίου (Τηλεγράφημα τοῦ ἀνταποκριτοῦ μας). Κατ’ εἰδήσεις ἐκ Ναυπάκτου εἰς μίαν ὥραν ἀποσπάσμα στρατιωτικὸν ἀποσπασθὲν συνεπλάκη μετὰ φυγοδίκων, ἐτραυματίσθη δὲ κατὰ τὴν συμπλοκὴν ἐπιτελικὸς εἷς ἐκ τῶν στρατιωτῶν, ὁ ὁποῖος μετεφέρθη πρὸς νοσηλείαν. bbox=[1060, 395, 1286, 552]
ad-subheading: ΕΝ ΤΡΙΠΟΛΕΙ bbox=[1125, 1970, 1221, 1985]
ad-heading-panellinion: ΠΑΝΕΛΛΗΝΙΟΝ ΛΕΥΚΩΜΑ bbox=[116, 1855, 324, 1874]
news-brief: — Φοβούμεθα ὅμως μὴ ἔπαιρναν δλα τὰ βραβεῖα οἱ ἀδελφοί μας Ἰταλοὶ ἀοιδοί! bbox=[106, 642, 335, 689]
news-brief: — Ὑπάρχουν δὲ φιλέλληνες, οἱ ὁποῖοι λέγουν «Τί ὡραία ποῦ εἶνε ἡ Ἑλλάς!» bbox=[106, 1152, 335, 1199]
